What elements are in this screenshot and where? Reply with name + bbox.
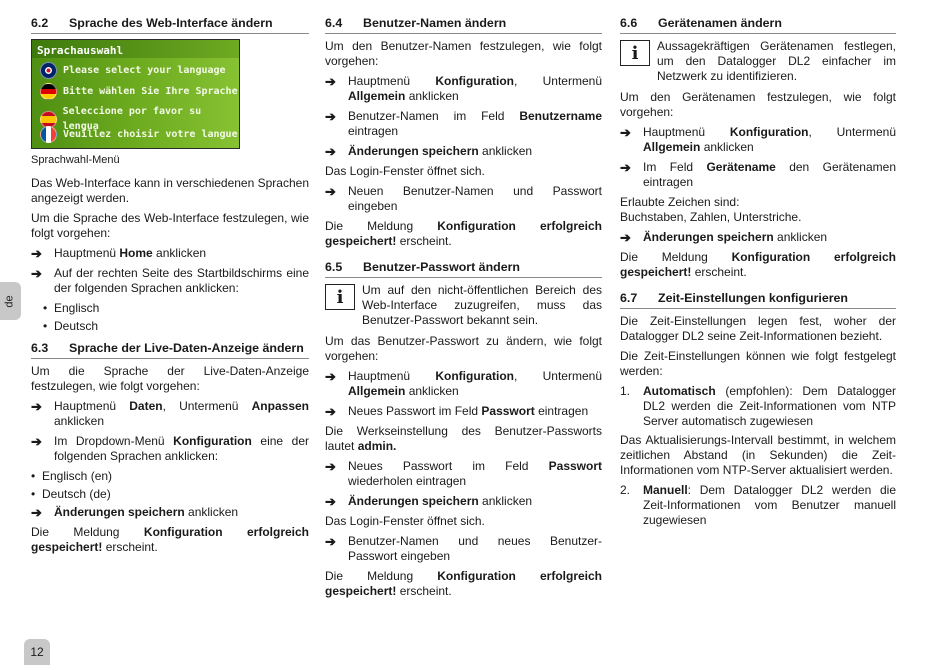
instruction-step: ➔ Hauptmenü Daten, Untermenü Anpassen anklicken xyxy=(31,399,309,428)
section-heading-6-7: 6.7 Zeit-Einstellungen konfigurieren xyxy=(620,291,896,309)
instruction-step: ➔ Benutzer-Namen und neues Benutzer-Passwort eingeben xyxy=(325,534,602,563)
info-note: i Aussagekräftigen Gerätenamen festlegen, um den Datalogger DL2 einfacher im Netzwerk zu identifizieren. xyxy=(620,39,896,84)
paragraph: Um die Sprache des Web-Interface festzulegen, wie folgt vorgehen: xyxy=(31,211,309,240)
paragraph: Das Aktualisierungs-Intervall bestimmt, in welchem zeitlichen Abstand (in Sekunden) die Zeit-Informationen vom NTP-Server aktualisiert werden. xyxy=(620,433,896,477)
instruction-step: ➔ Änderungen speichern anklicken xyxy=(325,144,533,159)
numbered-item: 2. Manuell: Dem Datalogger DL2 werden die Zeit-Informationen vom Benutzer manuell zugewiesen xyxy=(620,483,896,527)
arrow-icon: ➔ xyxy=(31,266,42,281)
language-option-spanish[interactable]: Seleccione por favor su lengua xyxy=(40,104,239,134)
instruction-step: ➔ Hauptmenü Konfiguration, Untermenü Allgemein anklicken xyxy=(325,74,602,103)
list-item: • Deutsch (de) xyxy=(31,487,111,501)
numbered-item: 1. Automatisch (empfohlen): Dem Datalogger DL2 werden die Zeit-Informationen vom NTP Server automatisch zugewiesen xyxy=(620,384,896,428)
arrow-icon: ➔ xyxy=(31,246,42,261)
arrow-icon: ➔ xyxy=(31,434,42,449)
arrow-icon: ➔ xyxy=(325,369,336,384)
paragraph: Die Meldung Konfiguration erfolgreich gespeichert! erscheint. xyxy=(325,219,602,248)
fr-flag-icon xyxy=(40,126,57,143)
paragraph: Die Zeit-Einstellungen können wie folgt festgelegt werden: xyxy=(620,349,896,378)
paragraph: Die Zeit-Einstellungen legen fest, woher der Datalogger DL2 seine Zeit-Informationen bezieht. xyxy=(620,314,896,343)
language-selection-screenshot xyxy=(31,39,240,149)
language-side-tab xyxy=(0,282,21,320)
instruction-step: ➔ Im Feld Gerätename den Gerätenamen eintragen xyxy=(620,160,896,189)
section-heading-6-6: 6.6 Gerätenamen ändern xyxy=(620,16,896,34)
paragraph: Die Meldung Konfiguration erfolgreich gespeichert! erscheint. xyxy=(31,525,309,554)
arrow-icon: ➔ xyxy=(31,505,42,520)
paragraph: Erlaubte Zeichen sind: xyxy=(620,195,740,209)
paragraph: Um den Gerätenamen festzulegen, wie folgt vorgehen: xyxy=(620,90,896,119)
uk-flag-icon xyxy=(40,62,57,79)
arrow-icon: ➔ xyxy=(325,404,336,419)
language-menu-title: Sprachauswahl xyxy=(37,44,124,57)
arrow-icon: ➔ xyxy=(325,494,336,509)
arrow-icon: ➔ xyxy=(325,74,336,89)
arrow-icon: ➔ xyxy=(31,399,42,414)
instruction-step: ➔ Änderungen speichern anklicken xyxy=(325,494,533,509)
instruction-step: ➔ Neues Passwort im Feld Passwort wiederholen eintragen xyxy=(325,459,602,488)
column-middle xyxy=(325,16,602,604)
paragraph: Die Werkseinstellung des Benutzer-Passworts lautet admin. xyxy=(325,424,602,453)
info-note: i Um auf den nicht-öffentlichen Bereich des Web-Interface zuzugreifen, muss das Benutzer-Passwort bekannt sein. xyxy=(325,283,602,328)
instruction-step: ➔ Im Dropdown-Menü Konfiguration eine der folgenden Sprachen anklicken: xyxy=(31,434,309,463)
arrow-icon: ➔ xyxy=(620,230,631,245)
section-heading-6-2: 6.2 Sprache des Web-Interface ändern xyxy=(31,16,309,34)
paragraph: Um den Benutzer-Namen festzulegen, wie folgt vorgehen: xyxy=(325,39,602,68)
paragraph: Die Meldung Konfiguration erfolgreich gespeichert! erscheint. xyxy=(325,569,602,598)
column-left xyxy=(31,16,309,560)
instruction-step: ➔ Hauptmenü Konfiguration, Untermenü Allgemein anklicken xyxy=(325,369,602,398)
instruction-step: ➔ Neuen Benutzer-Namen und Passwort eingeben xyxy=(325,184,602,213)
info-icon: i xyxy=(325,284,355,310)
paragraph: Um das Benutzer-Passwort zu ändern, wie folgt vorgehen: xyxy=(325,334,602,363)
arrow-icon: ➔ xyxy=(325,184,336,199)
paragraph: Das Login-Fenster öffnet sich. xyxy=(325,514,485,528)
info-icon: i xyxy=(620,40,650,66)
paragraph: Die Meldung Konfiguration erfolgreich gespeichert! erscheint. xyxy=(620,250,896,279)
arrow-icon: ➔ xyxy=(325,459,336,474)
language-option-german[interactable]: Bitte wählen Sie Ihre Sprache xyxy=(40,83,238,100)
arrow-icon: ➔ xyxy=(620,125,631,140)
paragraph: Das Web-Interface kann in verschiedenen Sprachen angezeigt werden. xyxy=(31,176,309,205)
paragraph: Buchstaben, Zahlen, Unterstriche. xyxy=(620,210,802,224)
de-flag-icon xyxy=(40,83,57,100)
instruction-step: ➔ Benutzer-Namen im Feld Benutzername eintragen xyxy=(325,109,602,138)
section-heading-6-4: 6.4 Benutzer-Namen ändern xyxy=(325,16,602,34)
figure-caption: Sprachwahl-Menü xyxy=(31,154,120,166)
arrow-icon: ➔ xyxy=(620,160,631,175)
side-tab-label: de xyxy=(4,294,16,308)
instruction-step: ➔ Hauptmenü Home anklicken xyxy=(31,246,207,261)
instruction-step: ➔ Änderungen speichern anklicken xyxy=(31,505,239,520)
list-item: • Deutsch xyxy=(43,319,99,333)
list-item: • Englisch (en) xyxy=(31,469,113,483)
instruction-step: ➔ Hauptmenü Konfiguration, Untermenü Allgemein anklicken xyxy=(620,125,896,154)
paragraph: Um die Sprache der Live-Daten-Anzeige festzulegen, wie folgt vorgehen: xyxy=(31,364,309,393)
arrow-icon: ➔ xyxy=(325,144,336,159)
section-heading-6-5: 6.5 Benutzer-Passwort ändern xyxy=(325,260,602,278)
language-option-english[interactable]: Please select your language xyxy=(40,62,226,79)
instruction-step: ➔ Änderungen speichern anklicken xyxy=(620,230,828,245)
arrow-icon: ➔ xyxy=(325,109,336,124)
instruction-step: ➔ Auf der rechten Seite des Startbildschirms eine der folgenden Sprachen anklicken: xyxy=(31,266,309,295)
language-option-french[interactable]: Veuillez choisir votre langue xyxy=(40,126,238,143)
instruction-step: ➔ Neues Passwort im Feld Passwort eintragen xyxy=(325,404,589,419)
column-right xyxy=(620,16,896,532)
list-item: • Englisch xyxy=(43,301,100,315)
paragraph: Das Login-Fenster öffnet sich. xyxy=(325,164,485,178)
arrow-icon: ➔ xyxy=(325,534,336,549)
section-heading-6-3: 6.3 Sprache der Live-Daten-Anzeige ändern xyxy=(31,341,309,359)
es-flag-icon xyxy=(40,111,57,128)
page-number: 12 xyxy=(24,639,50,665)
